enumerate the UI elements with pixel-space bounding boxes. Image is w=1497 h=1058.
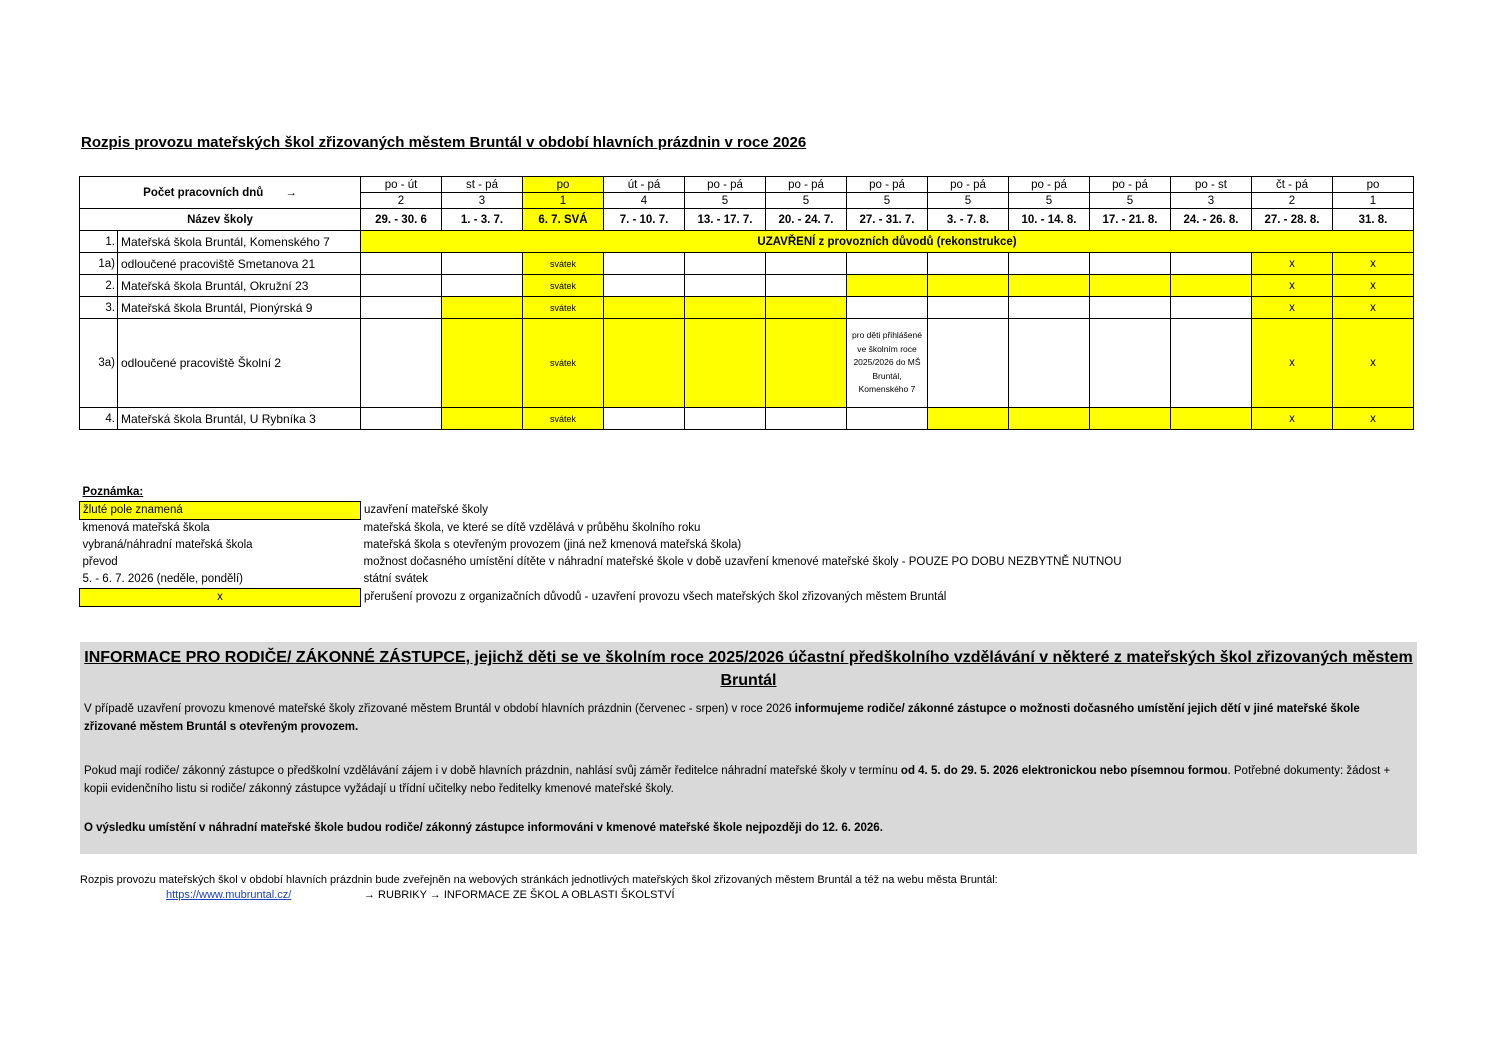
note-key: 5. - 6. 7. 2026 (neděle, pondělí) [82, 573, 243, 585]
schedule-cell: x [1333, 297, 1414, 319]
schedule-cell [442, 297, 523, 319]
note-value: státní svátek [363, 573, 429, 586]
schedule-cell [1009, 253, 1090, 275]
date-cell: 20. - 24. 7. [766, 209, 847, 231]
school-name: Mateřská škola Bruntál, Pionýrská 9 [118, 297, 361, 319]
schedule-cell [1090, 408, 1171, 430]
day-count-cell: 5 [1090, 193, 1171, 209]
schedule-cell [766, 408, 847, 430]
schedule-cell [1009, 408, 1090, 430]
school-name: odloučené pracoviště Smetanova 21 [118, 253, 361, 275]
schedule-cell [928, 408, 1009, 430]
schedule-cell [847, 408, 928, 430]
schedule-cell: x [1333, 408, 1414, 430]
date-cell: 1. - 3. 7. [442, 209, 523, 231]
weekday-cell: po - st [1171, 177, 1252, 193]
date-cell: 17. - 21. 8. [1090, 209, 1171, 231]
school-name: Mateřská škola Bruntál, Komenského 7 [118, 231, 361, 253]
schedule-table [79, 176, 1414, 430]
note-value: přerušení provozu z organizačních důvodů - uzavření provozu všech mateřských škol zřizovaných městem Bruntál [364, 591, 947, 603]
weekday-cell: po [1333, 177, 1414, 193]
info-paragraph-1: V případě uzavření provozu kmenové mateřské školy zřizované městem Bruntál v období hlavních prázdnin (červenec - srpen) v roce 2026 informujeme rodiče/ zákonné zástupce o možnosti dočasného umístění jejich dětí v jiné mateřské škole zřizované městem Bruntál s otevřeným provozem. [84, 703, 1360, 733]
schedule-cell [442, 319, 523, 408]
schedule-cell [1090, 297, 1171, 319]
day-count-cell: 5 [847, 193, 928, 209]
schedule-cell [604, 408, 685, 430]
date-cell: 24. - 26. 8. [1171, 209, 1252, 231]
schedule-cell: x [1333, 275, 1414, 297]
weekday-cell: po - pá [847, 177, 928, 193]
schedule-cell [1171, 253, 1252, 275]
schedule-cell: x [1252, 408, 1333, 430]
schedule-cell [685, 319, 766, 408]
schedule-cell [604, 319, 685, 408]
schedule-cell [604, 253, 685, 275]
day-count-cell: 5 [928, 193, 1009, 209]
note-value: uzavření mateřské školy [364, 504, 488, 516]
date-cell: 6. 7. SVÁ [523, 209, 604, 231]
weekday-cell: po - pá [1090, 177, 1171, 193]
weekday-cell: po - pá [928, 177, 1009, 193]
school-number: 1. [80, 231, 118, 253]
day-count-cell: 5 [685, 193, 766, 209]
info-heading-line1: INFORMACE PRO RODIČE/ ZÁKONNÉ ZÁSTUPCE, jejichž děti se ve školním roce 2025/2026 účastní předškolního vzdělávání v některé z mateřských škol zřizovaných městem [84, 649, 1413, 666]
school-name: Mateřská škola Bruntál, U Rybníka 3 [118, 408, 361, 430]
date-cell: 27. - 28. 8. [1252, 209, 1333, 231]
schedule-cell [442, 408, 523, 430]
page-title: Rozpis provozu mateřských škol zřizovaných městem Bruntál v období hlavních prázdnin v roce 2026 [81, 134, 807, 151]
schedule-cell [1171, 297, 1252, 319]
notes-table [79, 484, 1261, 607]
date-cell: 29. - 30. 6 [361, 209, 442, 231]
school-row [80, 297, 1414, 319]
date-cell: 10. - 14. 8. [1009, 209, 1090, 231]
schedule-cell [604, 297, 685, 319]
schedule-cell [685, 297, 766, 319]
closure-cell: UZAVŘENÍ z provozních důvodů (rekonstrukce) [361, 231, 1414, 253]
weekday-cell: po [523, 177, 604, 193]
schedule-cell: x [1252, 253, 1333, 275]
schedule-cell [766, 253, 847, 275]
schedule-cell [442, 253, 523, 275]
weekday-cell: út - pá [604, 177, 685, 193]
schedule-cell [1009, 319, 1090, 408]
note-key: kmenová mateřská škola [82, 522, 210, 534]
school-number: 1a) [80, 253, 118, 275]
school-row [80, 231, 1414, 253]
date-cell: 27. - 31. 7. [847, 209, 928, 231]
schedule-cell: svátek [523, 408, 604, 430]
schedule-cell: svátek [523, 297, 604, 319]
school-row [80, 275, 1414, 297]
note-value: možnost dočasného umístění dítěte v náhradní mateřské škole v době uzavření kmenové mateřské školy - POUZE PO DOBU NEZBYTNĚ NUTNOU [363, 556, 1122, 568]
date-cell: 13. - 17. 7. [685, 209, 766, 231]
schedule-cell: x [1333, 319, 1414, 408]
schedule-cell [1090, 253, 1171, 275]
schedule-cell [361, 253, 442, 275]
note-value: mateřská škola s otevřeným provozem (jiná než kmenová mateřská škola) [363, 539, 742, 551]
school-name: odloučené pracoviště Školní 2 [118, 319, 361, 408]
day-count-cell: 5 [766, 193, 847, 209]
school-row [80, 408, 1414, 430]
schedule-cell [928, 319, 1009, 408]
schedule-cell [928, 297, 1009, 319]
schedule-cell [442, 275, 523, 297]
schedule-cell [361, 319, 442, 408]
schedule-cell [361, 297, 442, 319]
note-key: žluté pole znamená [80, 501, 361, 519]
schedule-cell: pro děti přihlášené ve školním roce 2025/2026 do MŠ Bruntál, Komenského 7 [847, 319, 928, 408]
schedule-cell: svátek [523, 319, 604, 408]
notes-heading: Poznámka: [82, 486, 144, 499]
schedule-cell [685, 408, 766, 430]
school-number: 4. [80, 408, 118, 430]
schedule-cell [1171, 275, 1252, 297]
schedule-cell [1009, 297, 1090, 319]
schedule-cell [361, 275, 442, 297]
schedule-cell [847, 297, 928, 319]
schedule-cell [766, 297, 847, 319]
day-count-cell: 5 [1009, 193, 1090, 209]
school-row [80, 253, 1414, 275]
school-number: 2. [80, 275, 118, 297]
day-count-cell: 3 [1171, 193, 1252, 209]
date-cell: 31. 8. [1333, 209, 1414, 231]
footer-path: → RUBRIKY → INFORMACE ZE ŠKOL A OBLASTI ŠKOLSTVÍ [364, 889, 675, 901]
day-count-cell: 2 [361, 193, 442, 209]
day-count-cell: 2 [1252, 193, 1333, 209]
note-key: x [80, 588, 361, 606]
weekday-cell: po - pá [1009, 177, 1090, 193]
school-number: 3a) [80, 319, 118, 408]
day-count-cell: 1 [523, 193, 604, 209]
weekday-cell: st - pá [442, 177, 523, 193]
info-paragraph-3: O výsledku umístění v náhradní mateřské škole budou rodiče/ zákonný zástupce informováni v kmenové mateřské škole nejpozději do 12. 6. 2026. [84, 822, 883, 834]
weekday-cell: čt - pá [1252, 177, 1333, 193]
schedule-cell [928, 275, 1009, 297]
schedule-cell [1171, 319, 1252, 408]
schedule-cell [604, 275, 685, 297]
schedule-cell [685, 253, 766, 275]
schedule-cell: x [1252, 297, 1333, 319]
schedule-cell: svátek [523, 275, 604, 297]
schedule-cell [847, 275, 928, 297]
header-name-label: Název školy [80, 209, 361, 231]
schedule-cell [766, 319, 847, 408]
weekday-cell: po - út [361, 177, 442, 193]
info-box [80, 642, 1417, 854]
day-count-cell: 4 [604, 193, 685, 209]
school-number: 3. [80, 297, 118, 319]
schedule-cell: x [1252, 319, 1333, 408]
schedule-cell: svátek [523, 253, 604, 275]
note-key: vybraná/náhradní mateřská škola [82, 539, 253, 551]
date-cell: 3. - 7. 8. [928, 209, 1009, 231]
schedule-cell [766, 275, 847, 297]
schedule-cell [685, 275, 766, 297]
header-days-label: Počet pracovních dnů → [80, 177, 361, 209]
date-cell: 7. - 10. 7. [604, 209, 685, 231]
day-count-cell: 3 [442, 193, 523, 209]
info-paragraph-2: Pokud mají rodiče/ zákonný zástupce o předškolní vzdělávání zájem i v době hlavních prázdnin, nahlásí svůj záměr ředitelce náhradní mateřské školy v termínu od 4. 5. do 29. 5. 2026 elektronickou nebo písemnou formou. Potřebné dokumenty: žádost + kopii evidenčního listu si rodiče/ zákonný zástupce vyžádají u třídní učitelky nebo ředitelky kmenové mateřské školy. [84, 765, 1391, 795]
info-heading [84, 642, 1413, 692]
schedule-cell: x [1252, 275, 1333, 297]
schedule-cell [847, 253, 928, 275]
schedule-cell [1090, 319, 1171, 408]
schedule-cell [361, 408, 442, 430]
note-value: mateřská škola, ve které se dítě vzdělává v průběhu školního roku [363, 521, 701, 534]
day-count-cell: 1 [1333, 193, 1414, 209]
school-name: Mateřská škola Bruntál, Okružní 23 [118, 275, 361, 297]
footer-text: Rozpis provozu mateřských škol v období hlavních prázdnin bude zveřejněn na webových stránkách jednotlivých mateřských škol zřizovaných městem Bruntál a též na webu města Bruntál: [80, 874, 998, 886]
school-row [80, 319, 1414, 408]
footer-link[interactable]: https://www.mubruntal.cz/ [166, 889, 292, 901]
weekday-cell: po - pá [766, 177, 847, 193]
schedule-cell [1009, 275, 1090, 297]
info-heading-line2: Bruntál [720, 672, 777, 689]
weekday-cell: po - pá [685, 177, 766, 193]
schedule-cell [1090, 275, 1171, 297]
schedule-cell: x [1333, 253, 1414, 275]
schedule-cell [1171, 408, 1252, 430]
schedule-cell [928, 253, 1009, 275]
note-key: převod [82, 556, 118, 568]
